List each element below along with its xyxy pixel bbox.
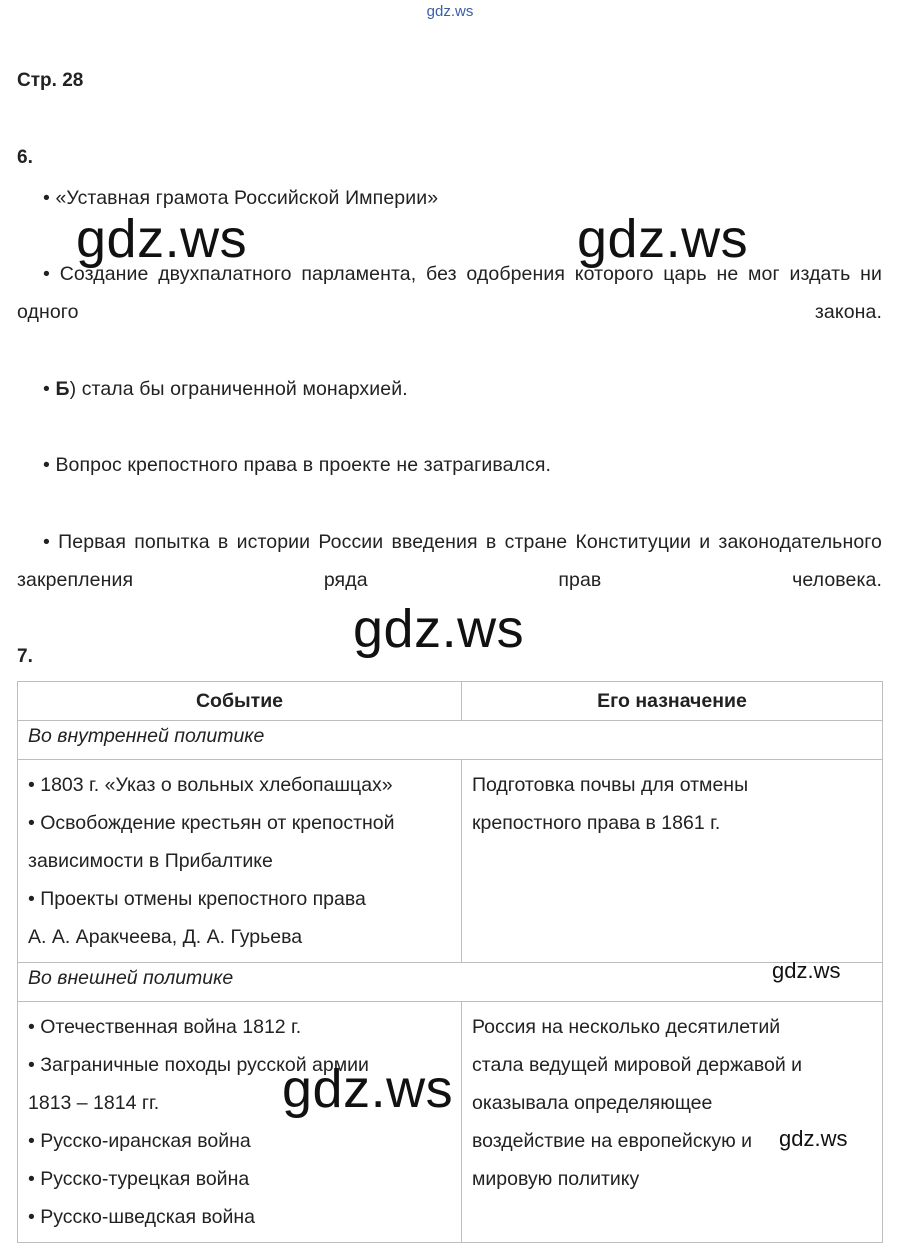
q6-item-5: • Первая попытка в истории России введения в стране Конституции и законодательного закрепления ряда прав человека.	[17, 531, 882, 591]
q6-item-3-text: ) стала бы ограниченной монархией.	[69, 378, 408, 400]
top-watermark: gdz.ws	[426, 3, 474, 20]
purpose-cell-domestic	[462, 760, 883, 963]
event-line: • Русско-турецкая война	[28, 1168, 250, 1190]
event-line: • Русско-шведская война	[28, 1206, 255, 1228]
table-row	[18, 1002, 883, 1243]
q6-item-4: • Вопрос крепостного права в проекте не затрагивался.	[43, 454, 552, 476]
purpose-line: оказывала определяющее	[472, 1092, 713, 1114]
section-title-foreign: Во внешней политике	[18, 963, 883, 1002]
event-line: • Отечественная война 1812 г.	[28, 1016, 302, 1038]
header-purpose: Его назначение	[462, 682, 883, 721]
section-row	[18, 721, 883, 760]
purpose-cell-foreign	[462, 1002, 883, 1243]
header-event: Событие	[18, 682, 462, 721]
event-line: 1813 – 1814 гг.	[28, 1092, 160, 1114]
question-7-number: 7.	[17, 646, 33, 667]
event-line: А. А. Аракчеева, Д. А. Гурьева	[28, 926, 303, 948]
purpose-line: воздействие на европейскую и	[472, 1130, 752, 1152]
purpose-line: Россия на несколько десятилетий	[472, 1016, 781, 1038]
section-row	[18, 963, 883, 1002]
table-header-row	[18, 682, 883, 721]
purpose-line: мировую политику	[472, 1168, 640, 1190]
q6-item-3	[43, 370, 882, 408]
q6-item-2: • Создание двухпалатного парламента, без одобрения которого царь не мог издать ни одного закона.	[17, 263, 882, 323]
purpose-line: Подготовка почвы для отмены	[472, 774, 749, 796]
watermark: gdz.ws	[577, 209, 749, 269]
events-cell-domestic	[18, 760, 462, 963]
section-title-domestic: Во внутренней политике	[18, 721, 883, 760]
watermark: gdz.ws	[76, 209, 248, 269]
purpose-line: крепостного права в 1861 г.	[472, 812, 721, 834]
q6-item-3-bullet: •	[43, 378, 56, 400]
watermark: gdz.ws	[353, 599, 525, 659]
event-line: • Проекты отмены крепостного права	[28, 888, 366, 910]
purpose-line: стала ведущей мировой державой и	[472, 1054, 803, 1076]
watermark: gdz.ws	[772, 958, 841, 983]
watermark: gdz.ws	[779, 1126, 848, 1151]
event-line: • Русско-иранская война	[28, 1130, 251, 1152]
page-label: Стр. 28	[17, 70, 84, 91]
event-line: • Освобождение крестьян от крепостной	[28, 812, 395, 834]
event-line: • 1803 г. «Указ о вольных хлебопашцах»	[28, 774, 393, 796]
table-row	[18, 760, 883, 963]
events-cell-foreign	[18, 1002, 462, 1243]
event-line: • Заграничные походы русской армии	[28, 1054, 369, 1076]
q6-item-1: • «Уставная грамота Российской Империи»	[43, 187, 439, 209]
event-line: зависимости в Прибалтике	[28, 850, 273, 872]
question-6-number: 6.	[17, 147, 33, 168]
watermark: gdz.ws	[282, 1059, 454, 1119]
events-table	[17, 681, 883, 1243]
q6-item-3-answer-letter: Б	[55, 378, 70, 400]
